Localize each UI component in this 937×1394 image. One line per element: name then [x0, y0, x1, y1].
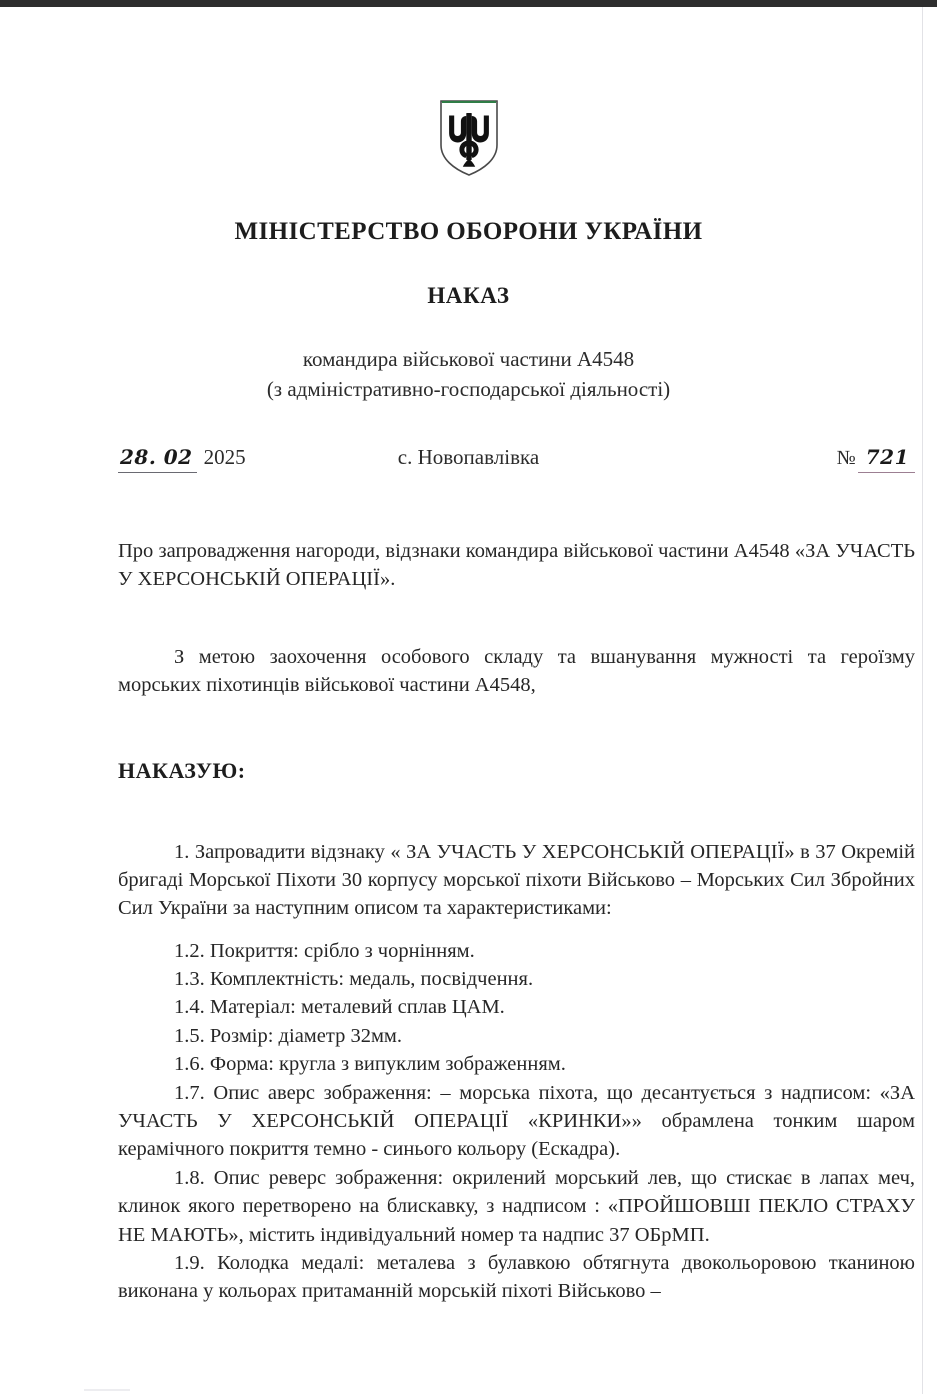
order-item-1: 1. Запровадити відзнаку « ЗА УЧАСТЬ У ХЕРСОНСЬКІЙ ОПЕРАЦІЇ» в 37 Окремій бригаді Морської Піхоти 30 корпусу морської піхоти Військово – Морських Сил Збройних Сил України за наступним описом та характеристиками:: [118, 840, 915, 920]
order-date-handwritten: 28. 02: [118, 445, 197, 473]
order-item-1-4: 1.4. Матеріал: металевий сплав ЦАМ.: [174, 996, 505, 1019]
order-item-1-2: 1.2. Покриття: срібло з чорнінням.: [174, 939, 475, 962]
scan-top-bar: [0, 0, 937, 7]
order-number-handwritten: 721: [858, 445, 915, 473]
ministry-title: МІНІСТЕРСТВО ОБОРОНИ УКРАЇНИ: [234, 218, 703, 245]
number-sign-glyph: №: [836, 446, 856, 469]
ukrainian-trident-coat-of-arms-icon: [438, 99, 500, 177]
order-item-1-9: 1.9. Колодка медалі: металева з булавкою обтягнута двокольоровою тканиною виконана у кольорах притаманній морській піхоті Військово –: [118, 1251, 915, 1303]
order-item-1-6: 1.6. Форма: кругла з випуклим зображенням.: [174, 1053, 566, 1076]
order-item-1-5: 1.5. Розмір: діаметр 32мм.: [174, 1024, 403, 1047]
order-subject-paragraph: Про запровадження нагороди, відзнаки командира військової частини А4548 «ЗА УЧАСТЬ У ХЕРСОНСЬКІЙ ОПЕРАЦІЇ».: [118, 539, 915, 590]
order-meta-row: [0, 445, 937, 491]
command-word-heading: НАКАЗУЮ:: [118, 757, 246, 783]
emblem-container: [0, 7, 937, 182]
scan-bottom-smudge: [84, 1389, 130, 1391]
order-item-1-7: 1.7. Опис аверс зображення: – морська піхота, що десантується з надписом: «ЗА УЧАСТЬ У ХЕРСОНСЬКІЙ ОПЕРАЦІЇ «КРИНКИ»» обрамлена тонким шаром керамічного покриття темно - синього кольору (Ескадра).: [118, 1081, 915, 1161]
order-subtitle-line-2: (з адміністративно-господарської діяльності): [266, 376, 671, 401]
document-content: [0, 7, 937, 1306]
order-item-1-3: 1.3. Комплектність: медаль, посвідчення.: [174, 967, 534, 990]
order-place: с. Новопавлівка: [397, 444, 540, 469]
order-subtitle-line-1: командира військової частини А4548: [302, 347, 635, 371]
order-word-heading: НАКАЗ: [427, 283, 510, 308]
order-item-1-8: 1.8. Опис реверс зображення: окрилений морський лев, що стискає в лапах меч, клинок якого перетворено на блискавку, з надписом : «ПРОЙШОВШІ ПЕКЛО СТРАХУ НЕ МАЮТЬ», містить індивідуальний номер та надпис 37 ОБрМП.: [118, 1166, 915, 1246]
order-subtitle: [0, 345, 937, 405]
order-date-year: 2025: [203, 444, 246, 469]
order-specification-list: [118, 937, 915, 1306]
order-purpose-paragraph: З метою заохочення особового складу та вшанування мужності та героїзму морських піхотинців військової частини А4548,: [118, 646, 915, 697]
order-number: [837, 445, 915, 473]
